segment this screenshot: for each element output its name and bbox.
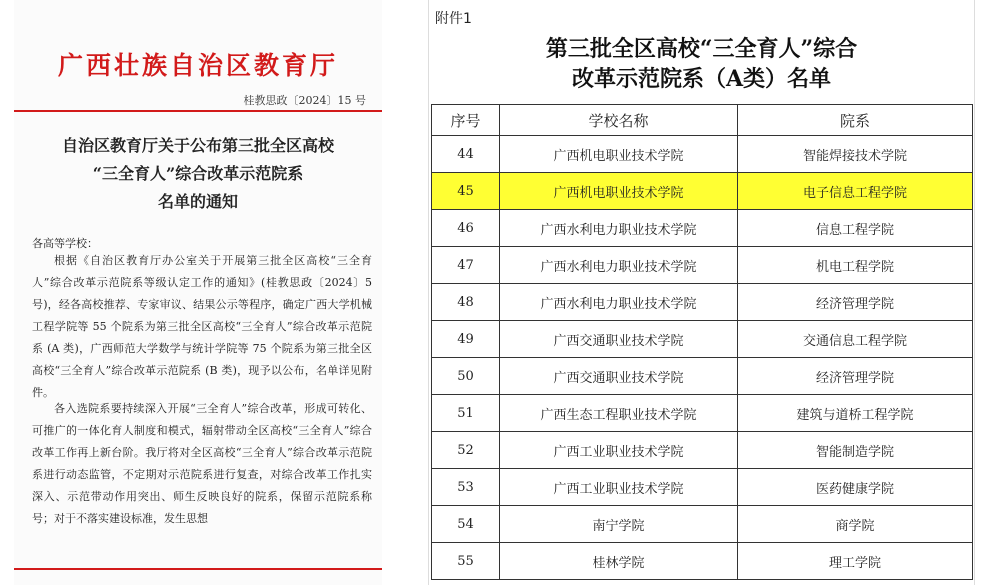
department-name: 智能制造学院: [738, 432, 973, 469]
row-number: 44: [432, 136, 500, 173]
list-title-line-1: 第三批全区高校“三全育人”综合: [545, 36, 858, 62]
salutation: 各高等学校：: [32, 237, 98, 250]
notice-title-line-1: 自治区教育厅关于公布第三批全区高校: [61, 136, 334, 155]
row-number: 55: [432, 543, 500, 580]
school-name: 广西工业职业技术学院: [500, 432, 738, 469]
row-number: 47: [432, 247, 500, 284]
school-name: 广西水利电力职业技术学院: [500, 210, 738, 247]
body-paragraph-1: 根据《自治区教育厅办公室关于开展第三批全区高校“三全育人”综合改革示范院系等级认定工作的通知》(桂教思政〔2024〕5 号)，经各高校推荐、专家审议、结果公示等程序，确定广西大学机械工程学院等 55 个院系为第三批全区高校“三全育人”综合改革示范院系 (A 类)，广西师范大学数学与统计学院等 75 个院系为第三批全区高校“三全育人”综合改革示范院系 (B 类)，现予以公布，名单详见附件。: [32, 254, 372, 399]
school-name: 广西水利电力职业技术学院: [500, 247, 738, 284]
attachment-label: 附件1: [435, 11, 472, 27]
table-row: [432, 469, 973, 506]
school-name: 广西工业职业技术学院: [500, 469, 738, 506]
list-title: [429, 34, 974, 94]
department-name: 医药健康学院: [738, 469, 973, 506]
red-divider-top: [14, 110, 382, 112]
notice-title-line-2: “三全育人”综合改革示范院系: [92, 164, 304, 183]
notice-document: [14, 0, 382, 585]
school-name: 桂林学院: [500, 543, 738, 580]
department-name: 建筑与道桥工程学院: [738, 395, 973, 432]
attachment-document: [428, 0, 975, 585]
department-name: 商学院: [738, 506, 973, 543]
row-number: 48: [432, 284, 500, 321]
table-row: [432, 395, 973, 432]
school-name: 南宁学院: [500, 506, 738, 543]
school-name: 广西生态工程职业技术学院: [500, 395, 738, 432]
table-row: [432, 506, 973, 543]
row-number: 54: [432, 506, 500, 543]
school-name: 广西机电职业技术学院: [500, 173, 738, 210]
row-number: 45: [432, 173, 500, 210]
table-row: [432, 543, 973, 580]
table-row: [432, 173, 973, 210]
table-row: [432, 247, 973, 284]
row-number: 53: [432, 469, 500, 506]
table-row: [432, 358, 973, 395]
department-name: 机电工程学院: [738, 247, 973, 284]
table-row: [432, 321, 973, 358]
notice-title: [14, 132, 382, 216]
header-department: 院系: [738, 105, 973, 136]
table-row: [432, 284, 973, 321]
row-number: 46: [432, 210, 500, 247]
department-name: 经济管理学院: [738, 284, 973, 321]
notice-title-line-3: 名单的通知: [157, 192, 238, 211]
row-number: 50: [432, 358, 500, 395]
department-name: 经济管理学院: [738, 358, 973, 395]
issuing-organization: 广西壮族自治区教育厅: [57, 51, 338, 80]
list-title-line-2: 改革示范院系（A类）名单: [571, 66, 832, 92]
department-name: 信息工程学院: [738, 210, 973, 247]
table-row: [432, 432, 973, 469]
table-row: [432, 136, 973, 173]
school-name: 广西机电职业技术学院: [500, 136, 738, 173]
table-row: [432, 210, 973, 247]
department-list-table: [431, 104, 973, 580]
document-number: 桂教思政〔2024〕15 号: [243, 94, 366, 107]
school-name: 广西水利电力职业技术学院: [500, 284, 738, 321]
row-number: 51: [432, 395, 500, 432]
department-name: 电子信息工程学院: [738, 173, 973, 210]
header-school: 学校名称: [500, 105, 738, 136]
row-number: 52: [432, 432, 500, 469]
table-header-row: [432, 105, 973, 136]
school-name: 广西交通职业技术学院: [500, 358, 738, 395]
school-name: 广西交通职业技术学院: [500, 321, 738, 358]
department-name: 理工学院: [738, 543, 973, 580]
header-number: 序号: [432, 105, 500, 136]
department-name: 智能焊接技术学院: [738, 136, 973, 173]
row-number: 49: [432, 321, 500, 358]
department-name: 交通信息工程学院: [738, 321, 973, 358]
body-paragraph-2: 各入选院系要持续深入开展“三全育人”综合改革，形成可转化、可推广的一体化育人制度和模式，辐射带动全区高校“三全育人”综合改革工作再上新台阶。我厅将对全区高校“三全育人”综合改革示范院系进行动态监管，不定期对示范院系进行复查，对综合改革工作扎实深入、示范带动作用突出、师生反映良好的院系，保留示范院系称号；对于不落实建设标准，发生思想: [32, 402, 372, 525]
red-divider-bottom: [14, 568, 382, 570]
